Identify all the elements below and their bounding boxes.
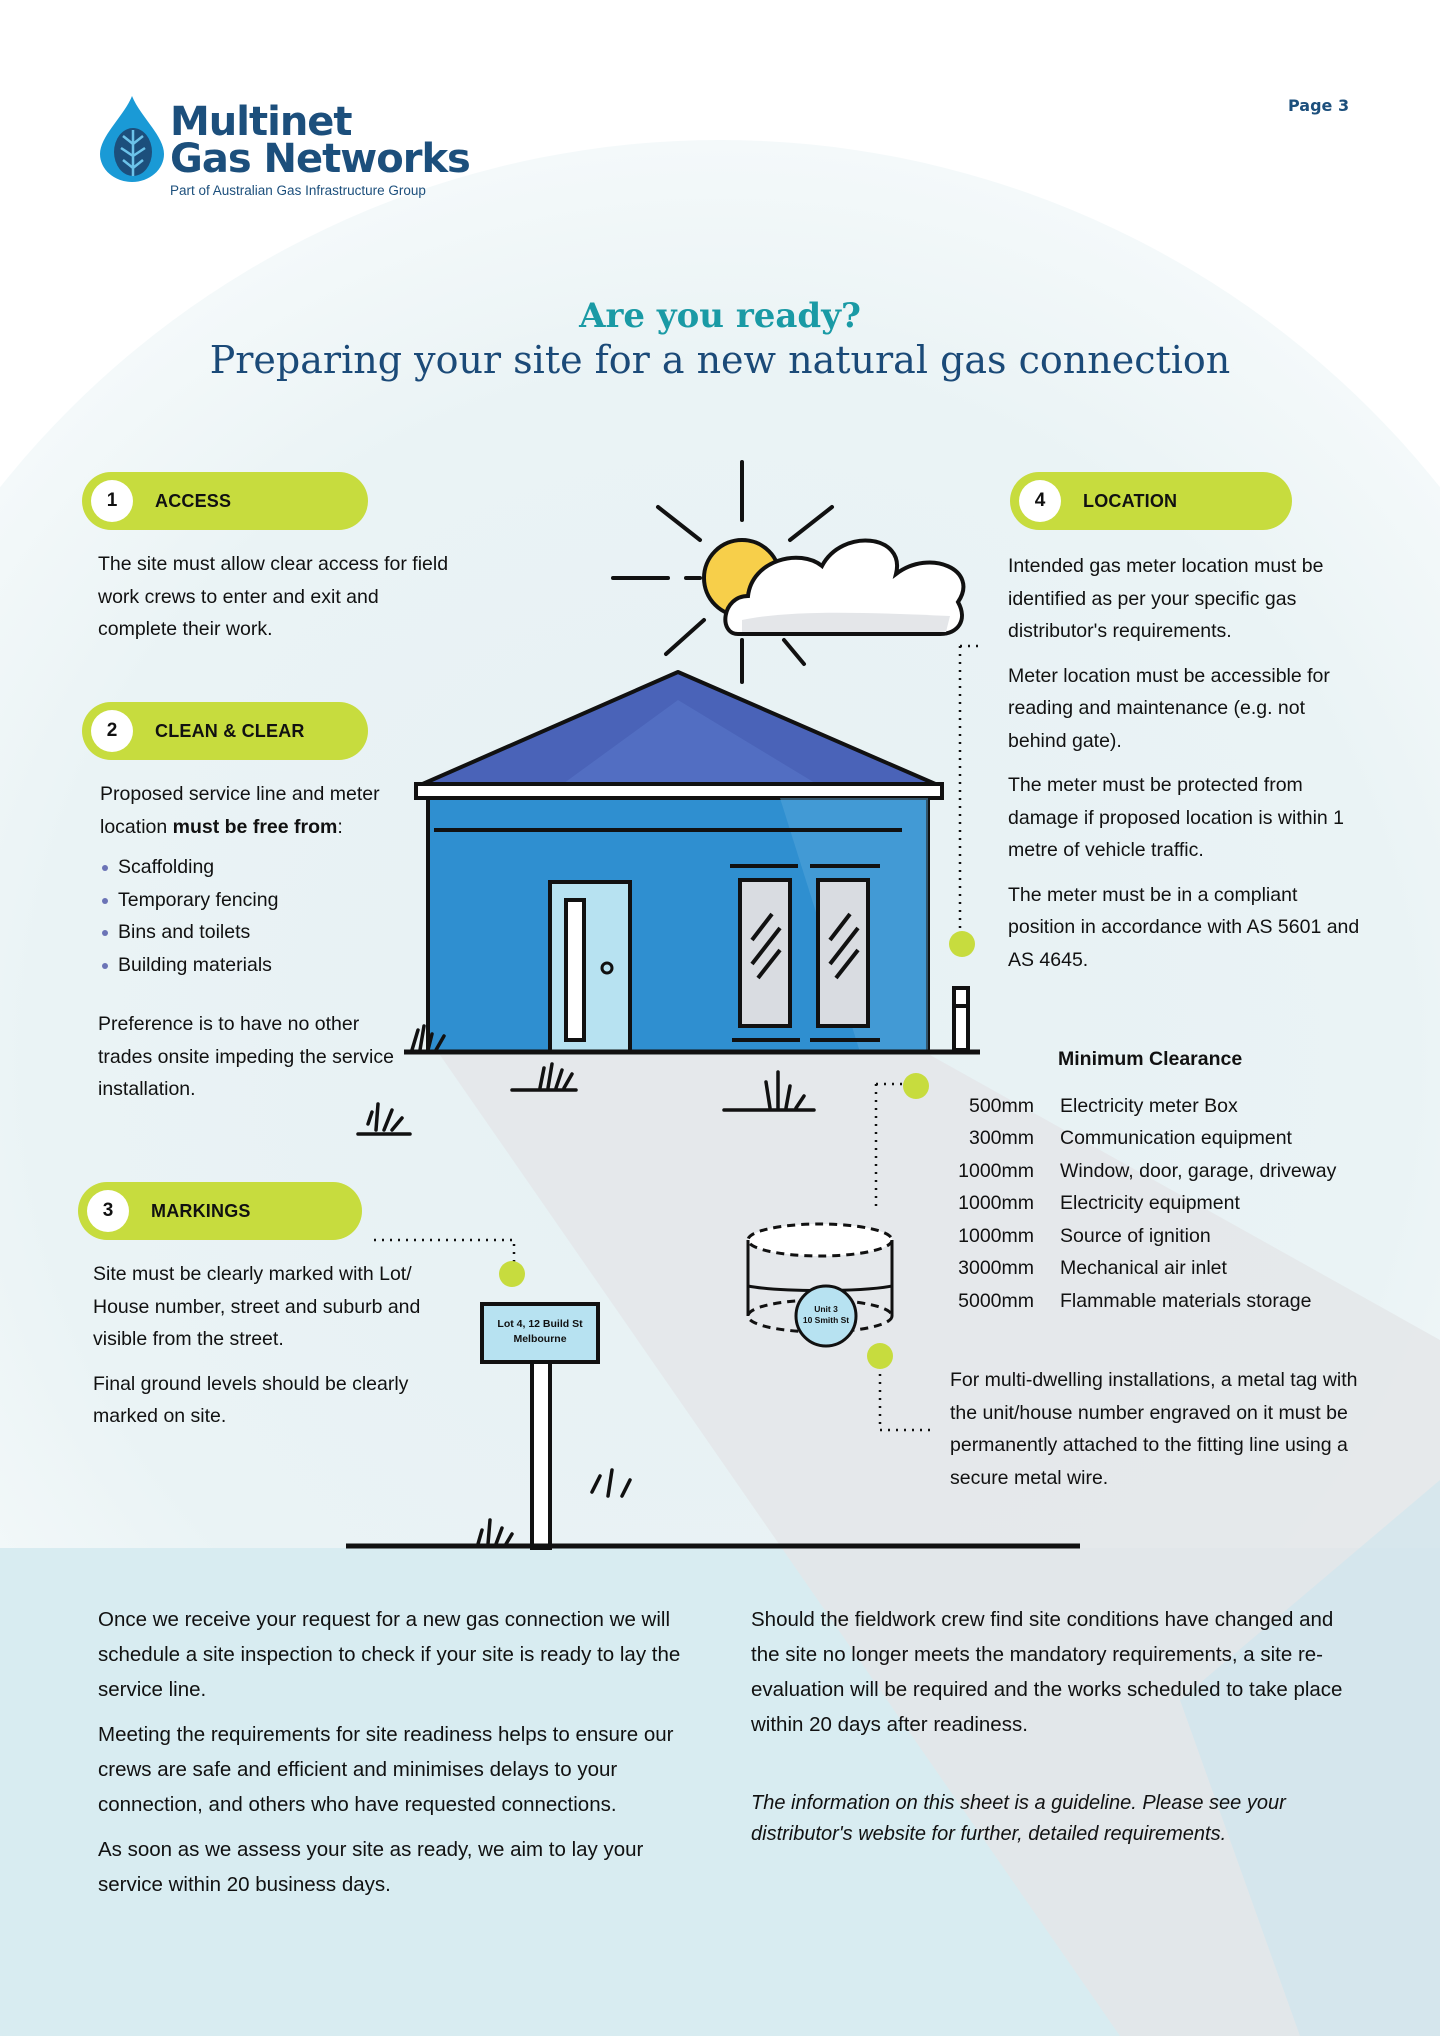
clearance-label: Mechanical air inlet — [1060, 1257, 1227, 1279]
section-clean-intro: Proposed service line and meter location — [100, 783, 380, 838]
clearance-label: Electricity meter Box — [1060, 1095, 1238, 1117]
house-roof — [416, 672, 942, 798]
clearance-title: Minimum Clearance — [1058, 1048, 1243, 1070]
lot-sign — [484, 1317, 596, 1347]
lot-sign-line1: Lot 4, 12 Build St — [497, 1318, 583, 1330]
section-markings-label: MARKINGS — [151, 1200, 251, 1221]
clearance-distance: 500mm — [968, 1095, 1034, 1117]
lot-sign-line2: Melbourne — [513, 1333, 567, 1345]
table-row — [922, 1252, 1227, 1284]
clearance-distance: 3000mm — [958, 1257, 1034, 1279]
section-markings-p1: Site must be clearly marked with Lot/ House number, street and suburb and visible from the street. — [93, 1263, 421, 1350]
multi-dwelling-text: For multi-dwelling installations, a metal tag with the unit/house number engraved on it must be permanently attached to the fitting line using a secure metal wire. — [950, 1369, 1358, 1489]
clearance-label: Electricity equipment — [1060, 1192, 1240, 1214]
bottom-left-p3: As soon as we assess your site as ready, we aim to lay your service within 20 business days. — [98, 1838, 644, 1896]
page-title: Preparing your site for a new natural gas connection — [209, 338, 1231, 382]
section-location-p4: The meter must be in a compliant position in accordance with AS 5601 and AS 4645. — [1008, 883, 1360, 971]
logo-name-line2: Gas Networks — [170, 136, 470, 182]
bottom-left-p1: Once we receive your request for a new gas connection we will schedule a site inspection to check if your site is ready to lay the service line. — [98, 1608, 681, 1701]
section-clean-label: CLEAN & CLEAR — [155, 720, 305, 741]
section-markings-p2: Final ground levels should be clearly marked on site. — [93, 1372, 409, 1427]
clearance-distance: 1000mm — [958, 1225, 1034, 1247]
logo-subtitle: Part of Australian Gas Infrastructure Group — [170, 183, 426, 198]
table-row — [922, 1187, 1240, 1219]
house-door — [550, 882, 630, 1052]
table-row — [922, 1122, 1292, 1154]
bottom-right-column — [751, 1602, 1361, 1752]
section-clean-content — [100, 778, 430, 997]
section-location-p1: Intended gas meter location must be identified as per your specific gas distributor's requirements. — [1008, 555, 1324, 642]
section-location-p3: The meter must be protected from damage if proposed location is within 1 metre of vehicle traffic. — [1008, 774, 1345, 861]
clearance-distance: 1000mm — [958, 1192, 1034, 1214]
section-clean-list — [100, 851, 430, 981]
section-markings-number: 3 — [87, 1190, 129, 1232]
section-location-label: LOCATION — [1083, 490, 1178, 511]
page-number: Page 3 — [1288, 96, 1350, 115]
list-item: Temporary fencing — [100, 884, 430, 917]
bottom-left-column — [98, 1602, 710, 1912]
section-access-number: 1 — [91, 480, 133, 522]
clearance-label: Flammable materials storage — [1060, 1290, 1312, 1312]
section-clean-outro: Preference is to have no other trades onsite impeding the service installation. — [98, 1013, 394, 1100]
section-location-number: 4 — [1019, 480, 1061, 522]
list-item: Bins and toilets — [100, 916, 430, 949]
meter-post — [954, 988, 968, 1050]
section-markings-content — [93, 1258, 461, 1445]
logo-name-line1: Multinet — [170, 99, 352, 145]
list-item: Building materials — [100, 949, 430, 982]
section-access-label: ACCESS — [155, 490, 232, 511]
clearance-distance: 5000mm — [958, 1290, 1034, 1312]
table-row — [922, 1155, 1336, 1187]
table-row — [922, 1285, 1311, 1317]
section-clean-intro-bold: must be free from — [172, 815, 338, 838]
clearance-label: Source of ignition — [1060, 1225, 1211, 1247]
section-clean-pill — [82, 702, 368, 760]
clearance-distance: 1000mm — [958, 1160, 1034, 1182]
unit-tag — [796, 1304, 856, 1326]
unit-tag-line1: Unit 3 — [814, 1304, 838, 1314]
section-access-pill — [82, 472, 368, 530]
list-item: Scaffolding — [100, 851, 430, 884]
table-row — [922, 1090, 1238, 1122]
section-clean-intro-end: : — [337, 815, 343, 838]
section-location-content — [1008, 550, 1360, 988]
clearance-label: Communication equipment — [1060, 1127, 1292, 1149]
clearance-distance: 300mm — [968, 1127, 1034, 1149]
section-markings-pill — [78, 1182, 362, 1240]
section-clean-number: 2 — [91, 710, 133, 752]
page-title-question: Are you ready? — [579, 296, 861, 336]
bottom-left-p2: Meeting the requirements for site readiness helps to ensure our crews are safe and efficient and minimises delays to your connection, and others who have requested connections. — [98, 1723, 674, 1816]
bottom-right-p1: Should the fieldwork crew find site conditions have changed and the site no longer meets the mandatory requirements, a site re-evaluation will be required and the works scheduled to take place within 20 days after readiness. — [751, 1608, 1343, 1736]
section-access-text: The site must allow clear access for field work crews to enter and exit and complete their work. — [98, 553, 449, 640]
section-location-pill — [1010, 472, 1292, 530]
section-location-p2: Meter location must be accessible for reading and maintenance (e.g. not behind gate). — [1008, 664, 1330, 752]
gas-meter-icon — [748, 1224, 892, 1346]
unit-tag-line2: 10 Smith St — [802, 1315, 850, 1325]
table-row — [922, 1220, 1211, 1252]
guideline-note: The information on this sheet is a guideline. Please see your distributor's website for further, detailed requirements. — [751, 1792, 1286, 1845]
clearance-label: Window, door, garage, driveway — [1060, 1160, 1337, 1182]
